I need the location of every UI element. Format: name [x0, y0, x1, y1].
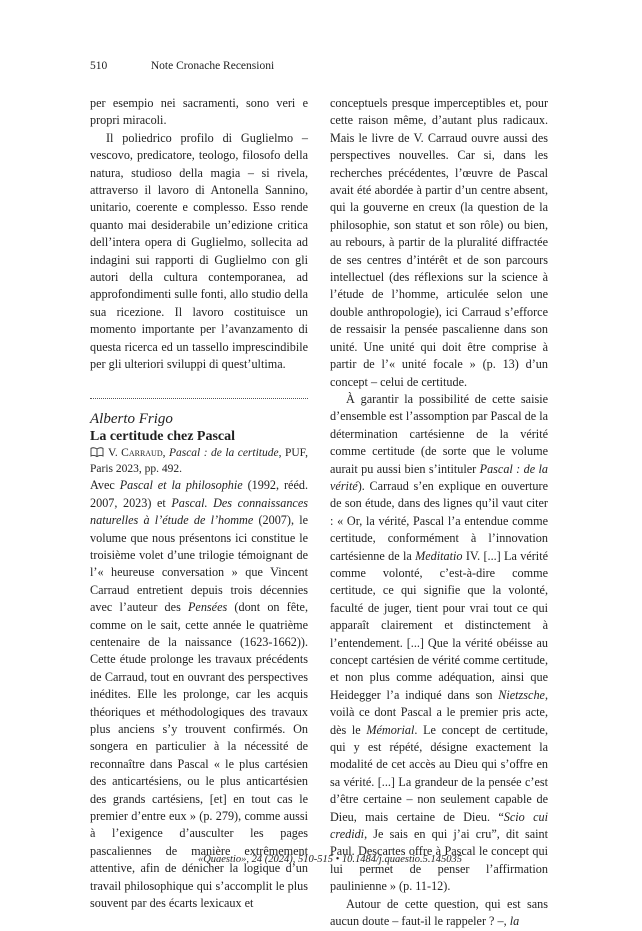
paragraph	[330, 896, 548, 931]
text-run: À garantir la possibilité de cette saisie d’ensemble est l’assomption par Pascal de la détermination cartésienne de la vérité comme certitude (de sorte que le volume aurait pu aussi bien s’intituler	[330, 391, 548, 476]
paragraph	[330, 391, 548, 896]
paragraph-italic: la	[509, 914, 520, 929]
italic-text: Pensées	[187, 600, 228, 615]
book-author: V. Carraud	[108, 447, 163, 460]
paragraph-text: Autour de cette question, qui est sans aucun doute – faut-il le rappeler ? –,	[330, 896, 548, 929]
book-publication: , PUF, Paris 2023, pp. 492.	[90, 447, 308, 476]
italic-text: Nietzsche	[498, 687, 545, 702]
italic-text: Scio cui credidi	[330, 809, 548, 842]
italic-text: Pascal. Des connaissances naturelles à l’étude de l’homme	[90, 495, 308, 528]
review-title: La certitude chez Pascal	[90, 428, 236, 444]
text-run: IV. [...] La vérité comme volonté, c’est-à-dire comme certitude, ce qui signifie que la volonté, faculté de juger, tient pour vrai tout ce qui apparaît clairement et distinctement à l’entendement. [...] Que la vérité obéisse au concept cartésien de vérité comme certitude, et non plus comme adéquation, ainsi que Heidegger l’a indiqué dans son	[330, 548, 548, 702]
paragraph	[90, 477, 308, 912]
book-title: Pascal : de la certitude	[168, 447, 279, 460]
text-run: , voilà ce dont Pascal a le premier pris acte, dès le	[330, 687, 548, 737]
paragraph: conceptuels presque imperceptibles et, pour cette raison même, d’autant plus radicaux. Mais le livre de V. Carraud ouvre aussi des perspectives nouvelles. Car si, dans les recherches précédentes, l’œuvre de Pascal avait été abordée à partir d’un centre absent, qui la gouverne en creux (la question de la philosophie, son statut et son rôle) ou bien, au rebours, à partir de la pluralité diffractée de ses centres d’intérêt et de son parcours intellectuel (des réflexions sur la science à l’étude de l’homme, articulée selon une double anthropologie), ici Carraud s’efforce de ressaisir la pensée pascalienne dans son unité. Une unité qui doit être comprise à partir de l’« unité focale » (p. 13) d’un concept – celui de certitude.	[330, 96, 548, 389]
paragraph: per esempio nei sacramenti, sono veri e propri miracoli.	[90, 96, 308, 128]
book-reference: V. Carraud, Pascal : de la certitude, PUF, Paris 2023, pp. 492.	[90, 447, 308, 476]
text-run: (1992, rééd. 2007, 2023) et	[90, 478, 308, 510]
text-run: , Je sais en qui j’ai cru”, dit saint Paul. Descartes offre à Pascal le concept qui lui permet de penser l’affirmation paulinienne » (p. 11-12).	[330, 827, 548, 894]
text-run: (dont on fête, comme on le sait, cette année le quatrième centenaire de la naissance (1623-1662)). Cette étude prolonge les travaux précédents de Carraud, tout en ouvrant des perspectives inédites. Elle les prolonge, car les acquis théoriques et méthodologiques des travaux plus anciens s’y trouvent confirmés. On songera en particulier à la nécessité de reconnaître dans Pascal « le plus cartésien des anticartésiens, ou le plus anticartésien des grands cartésiens, [et] en tout cas le premier d’entre eux » (p. 279), comme aussi à l’exigence d’ausculter les pages pascaliennes de manière extrêmement attentive, afin de dénicher la logique d’un travail philosophique qui s’accomplit le plus souvent par des écarts lexicaux et	[90, 600, 308, 911]
section-separator	[90, 398, 308, 399]
text-run: . Le concept de certitude, qui y est répété, désigne exactement la modalité de cet accès au Dieu qui s’offre en sa vérité. [...] La grandeur de la pensée c’est d’être certaine – non seulement capable de Dieu, mais certaine de Dieu. “	[330, 722, 548, 824]
section-title: Note Cronache Recensioni	[150, 60, 275, 72]
paragraph: Il poliedrico profilo di Guglielmo – vescovo, predicatore, teologo, filosofo della natura, studioso della magia – si rivela, attraverso il lavoro di Antonella Sannino, unitario, coerente e complesso. Esso rende quanto mai desiderabile un’edizione critica dell’intera opera di Guglielmo, sollecita ad indagini sui rapporti di Guglielmo con gli autori della cultura contemporanea, ad approfondimenti sulle fonti, allo studio della sua ricezione. Il lavoro costituisce un momento importante per l’avanzamento di questa ricerca ed un tassello imprescindibile per gli ulteriori sviluppi di quest’ultima.	[90, 130, 308, 372]
italic-text: Mémorial	[366, 722, 415, 737]
italic-text: Pascal et la philosophie	[119, 478, 243, 493]
right-column	[330, 95, 548, 931]
text-run: (2007), le volume que nous présentons ici constitue le troisième volet d’une trilogie témoignant de l’« heureuse conversation » que Vincent Carraud entretient depuis trois décennies avec l’auteur des	[90, 513, 308, 615]
citation-footer: «Quaestio», 24 (2024), 510-515 • 10.1484/j.quaestio.5.145035	[197, 854, 463, 865]
running-header	[90, 60, 274, 72]
text-run: Avec	[90, 478, 120, 493]
italic-text: Meditatio	[415, 548, 463, 563]
review-author: Alberto Frigo	[90, 410, 173, 427]
left-column	[90, 95, 308, 912]
page-number: 510	[90, 60, 108, 72]
open-book-icon	[90, 446, 104, 456]
italic-text: Pascal : de la vérité	[330, 461, 548, 493]
text-run: ). Carraud s’en explique en ouverture de son étude, dans des lignes qu’il vaut citer : « Or, la vérité, Pascal l’a entendue comme certitude, conformément à l’innovation cartésienne de la	[330, 478, 548, 563]
